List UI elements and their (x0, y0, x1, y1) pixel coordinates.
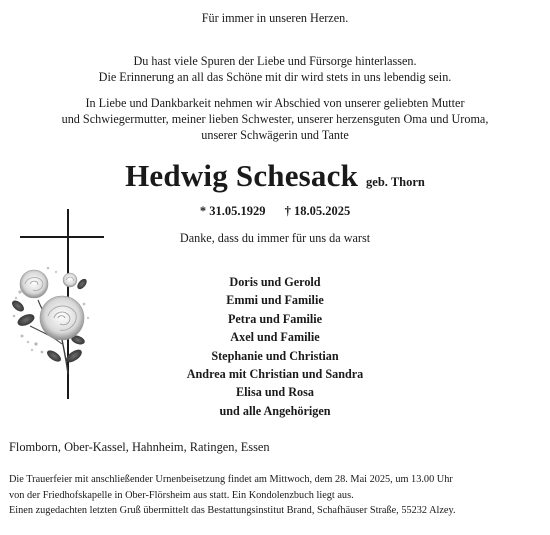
deceased-birth-name: geb. Thorn (366, 175, 425, 189)
death-date: † 18.05.2025 (284, 204, 351, 218)
headline: Für immer in unseren Herzen. (201, 11, 349, 25)
service-info (9, 472, 541, 519)
mourner: Axel und Familie (230, 330, 320, 345)
mourner: Emmi und Familie (226, 293, 324, 308)
farewell-line: und Schwiegermutter, meiner lieben Schwester, unserer herzensguten Oma und Uroma, (61, 112, 489, 126)
mourner: Doris und Gerold (229, 275, 321, 289)
mourner: Elisa und Rosa (236, 385, 314, 400)
intro-line: Die Erinnerung an all das Schöne mit dir wird stets in uns lebendig sein. (98, 70, 452, 84)
mourner: Andrea mit Christian und Sandra (186, 367, 364, 382)
mourners-list (130, 273, 420, 420)
mourner: Petra und Familie (227, 311, 323, 326)
farewell-paragraph (0, 95, 550, 143)
service-info-line: Einen zugedachten letzten Gruß übermittelt das Bestattungsinstitut Brand, Schafhäuser Straße, 55232 Alzey. (9, 505, 456, 516)
service-info-line: von der Friedhofskapelle in Ober-Flörsheim aus statt. Ein Kondolenzbuch liegt aus. (9, 489, 354, 501)
rose-bouquet-icon (8, 260, 94, 376)
mourner: Stephanie und Christian (211, 348, 339, 363)
thanks-line: Danke, dass du immer für uns da warst (179, 231, 371, 245)
farewell-line: unserer Schwägerin und Tante (201, 128, 349, 142)
cross-horizontal-beam (20, 236, 104, 238)
birth-date: * 31.05.1929 (199, 204, 266, 218)
farewell-line: In Liebe und Dankbarkeit nehmen wir Abschied von unserer geliebten Mutter (85, 96, 465, 110)
places-line: Flomborn, Ober-Kassel, Hahnheim, Ratingen, Essen (9, 440, 270, 454)
deceased-name-row (0, 158, 550, 194)
service-info-line: Die Trauerfeier mit anschließender Urnenbeisetzung findet am Mittwoch, dem 28. Mai 2025, um 13.00 Uhr (9, 474, 453, 485)
mourner: und alle Angehörigen (219, 403, 331, 418)
intro-line: Du hast viele Spuren der Liebe und Fürsorge hinterlassen. (133, 54, 417, 68)
intro-paragraph (0, 53, 550, 85)
deceased-name: Hedwig Schesack (125, 158, 359, 193)
